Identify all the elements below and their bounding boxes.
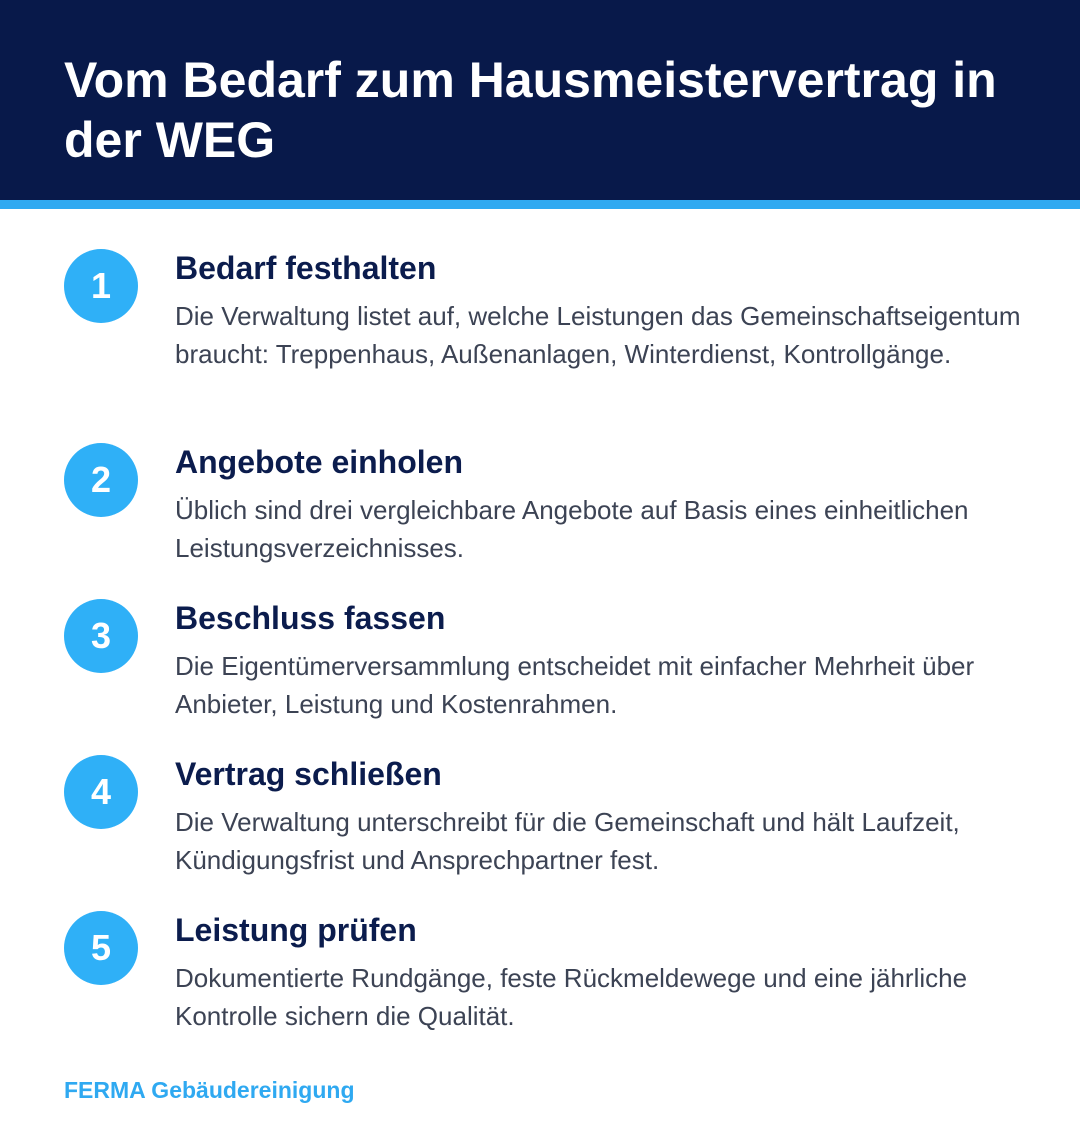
step-description: Die Eigentümerversammlung entscheidet mit einfacher Mehrheit über Anbieter, Leistung und Kostenrahmen.	[175, 651, 975, 719]
step-title: Angebote einholen	[175, 444, 463, 480]
step-title: Beschluss fassen	[175, 600, 446, 636]
step-number-badge: 1	[64, 249, 138, 323]
step-number-badge: 3	[64, 599, 138, 673]
step-description: Üblich sind drei vergleichbare Angebote auf Basis eines einheitlichen Leistungsverzeichnisses.	[175, 495, 969, 563]
step-number-badge: 2	[64, 443, 138, 517]
step-description: Die Verwaltung listet auf, welche Leistungen das Gemeinschaftseigentum braucht: Treppenhaus, Außenanlagen, Winterdienst, Kontrollgänge.	[175, 301, 1021, 369]
page-title: Vom Bedarf zum Hausmeistervertrag in der WEG	[64, 52, 997, 168]
step-title: Bedarf festhalten	[175, 250, 437, 286]
brand-footer: FERMA Gebäudereinigung	[64, 1077, 355, 1103]
step-title: Vertrag schließen	[175, 756, 442, 792]
step-description: Dokumentierte Rundgänge, feste Rückmeldewege und eine jährliche Kontrolle sichern die Qualität.	[175, 963, 968, 1031]
header-accent-line	[0, 200, 1080, 209]
step-title: Leistung prüfen	[175, 912, 417, 948]
step-description: Die Verwaltung unterschreibt für die Gemeinschaft und hält Laufzeit, Kündigungsfrist und Ansprechpartner fest.	[175, 807, 960, 875]
step-number-badge: 4	[64, 755, 138, 829]
step-number-badge: 5	[64, 911, 138, 985]
